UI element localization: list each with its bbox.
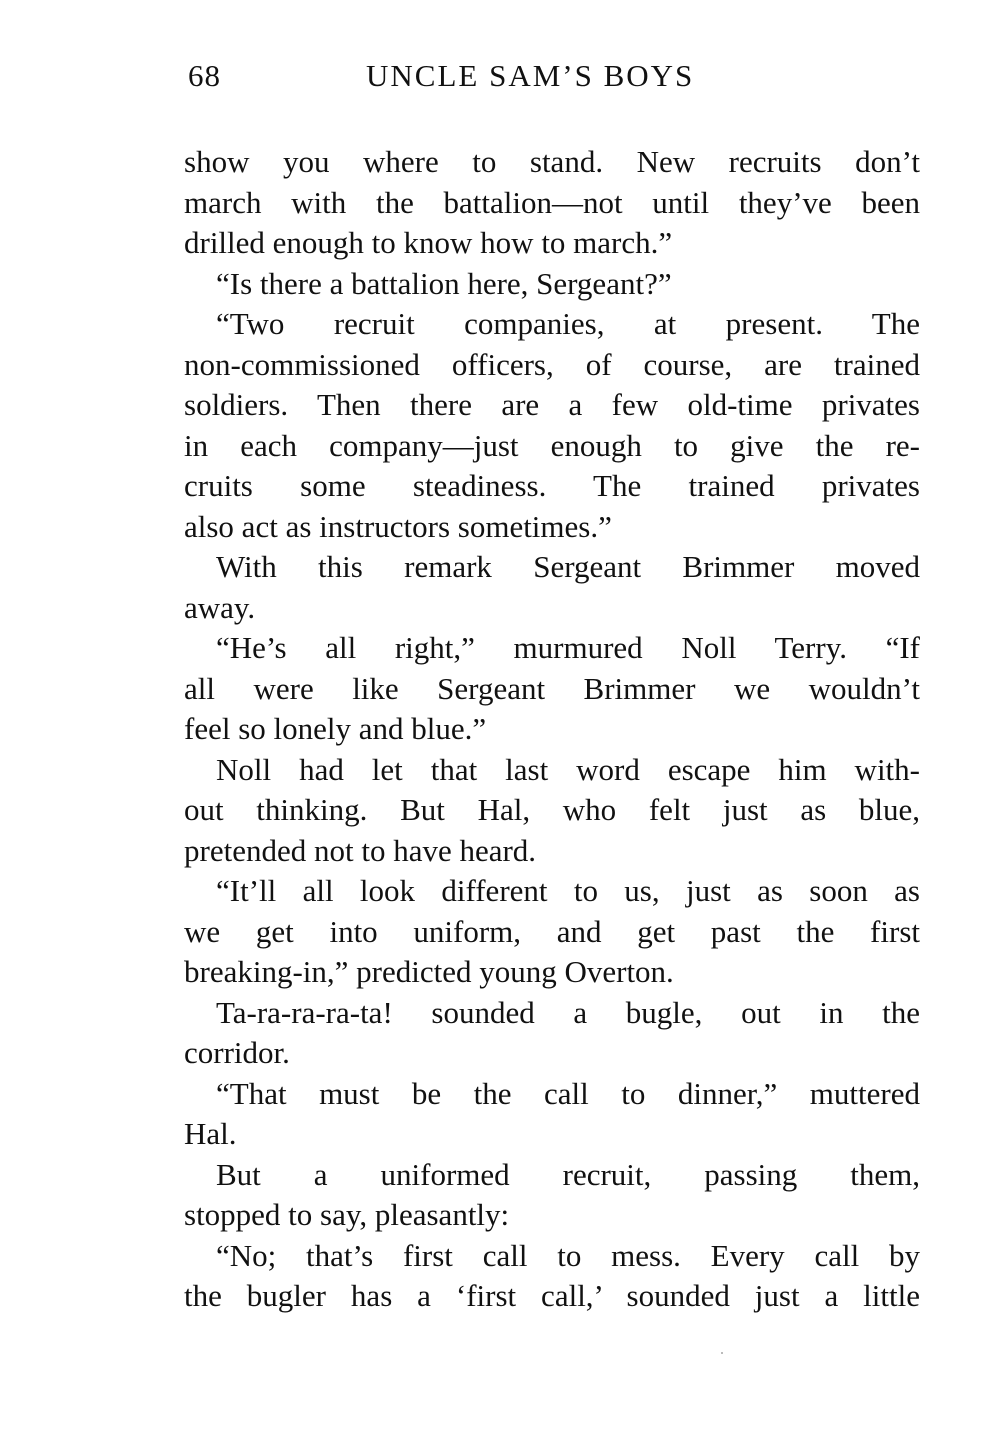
text-line: out thinking. But Hal, who felt just as blue, bbox=[184, 792, 920, 827]
text-line: “It’ll all look different to us, just as soon as bbox=[216, 873, 920, 908]
text-line: “Is there a battalion here, Sergeant?” bbox=[216, 265, 672, 301]
text-line: march with the battalion—not until they’ve been bbox=[184, 184, 920, 220]
text-line: corridor. bbox=[184, 1035, 290, 1070]
text-line: “He’s all right,” murmured Noll Terry. “If bbox=[216, 630, 920, 665]
page-number: 68 bbox=[188, 58, 221, 93]
text-line: Hal. bbox=[184, 1116, 237, 1151]
text-line: With this remark Sergeant Brimmer moved bbox=[216, 549, 920, 584]
text-line: away. bbox=[184, 589, 256, 625]
text-line: pretended not to have heard. bbox=[184, 832, 537, 868]
text-line: “No; that’s first call to mess. Every call by bbox=[216, 1237, 920, 1273]
text-line: non-commissioned officers, of course, are trained bbox=[184, 346, 920, 382]
text-line: Ta-ra-ra-ra-ta! sounded a bugle, out in the bbox=[216, 994, 920, 1030]
text-line: “That must be the call to dinner,” muttered bbox=[216, 1075, 920, 1111]
text-line: Noll had let that last word escape him with- bbox=[216, 751, 920, 787]
text-line: in each company—just enough to give the re- bbox=[184, 427, 920, 463]
text-line: also act as instructors sometimes.” bbox=[184, 508, 612, 544]
body-text bbox=[184, 142, 920, 1317]
text-line: soldiers. Then there are a few old-time privates bbox=[184, 387, 920, 422]
text-line: stopped to say, pleasantly: bbox=[184, 1197, 510, 1232]
text-line: show you where to stand. New recruits don’t bbox=[184, 144, 920, 179]
text-line: breaking-in,” predicted young Overton. bbox=[184, 954, 674, 989]
running-title: UNCLE SAM’S BOYS bbox=[366, 58, 695, 93]
text-line: feel so lonely and blue.” bbox=[184, 711, 487, 746]
text-line: we get into uniform, and get past the first bbox=[184, 913, 920, 949]
text-line: all were like Sergeant Brimmer we wouldn’t bbox=[184, 670, 920, 706]
text-line: the bugler has a ‘first call,’ sounded just a little bbox=[184, 1278, 920, 1313]
scan-speck bbox=[721, 1352, 723, 1354]
text-line: drilled enough to know how to march.” bbox=[184, 225, 673, 260]
text-line: cruits some steadiness. The trained privates bbox=[184, 468, 920, 503]
text-line: But a uniformed recruit, passing them, bbox=[216, 1156, 920, 1192]
page-header bbox=[188, 58, 753, 102]
text-line: “Two recruit companies, at present. The bbox=[216, 306, 920, 341]
